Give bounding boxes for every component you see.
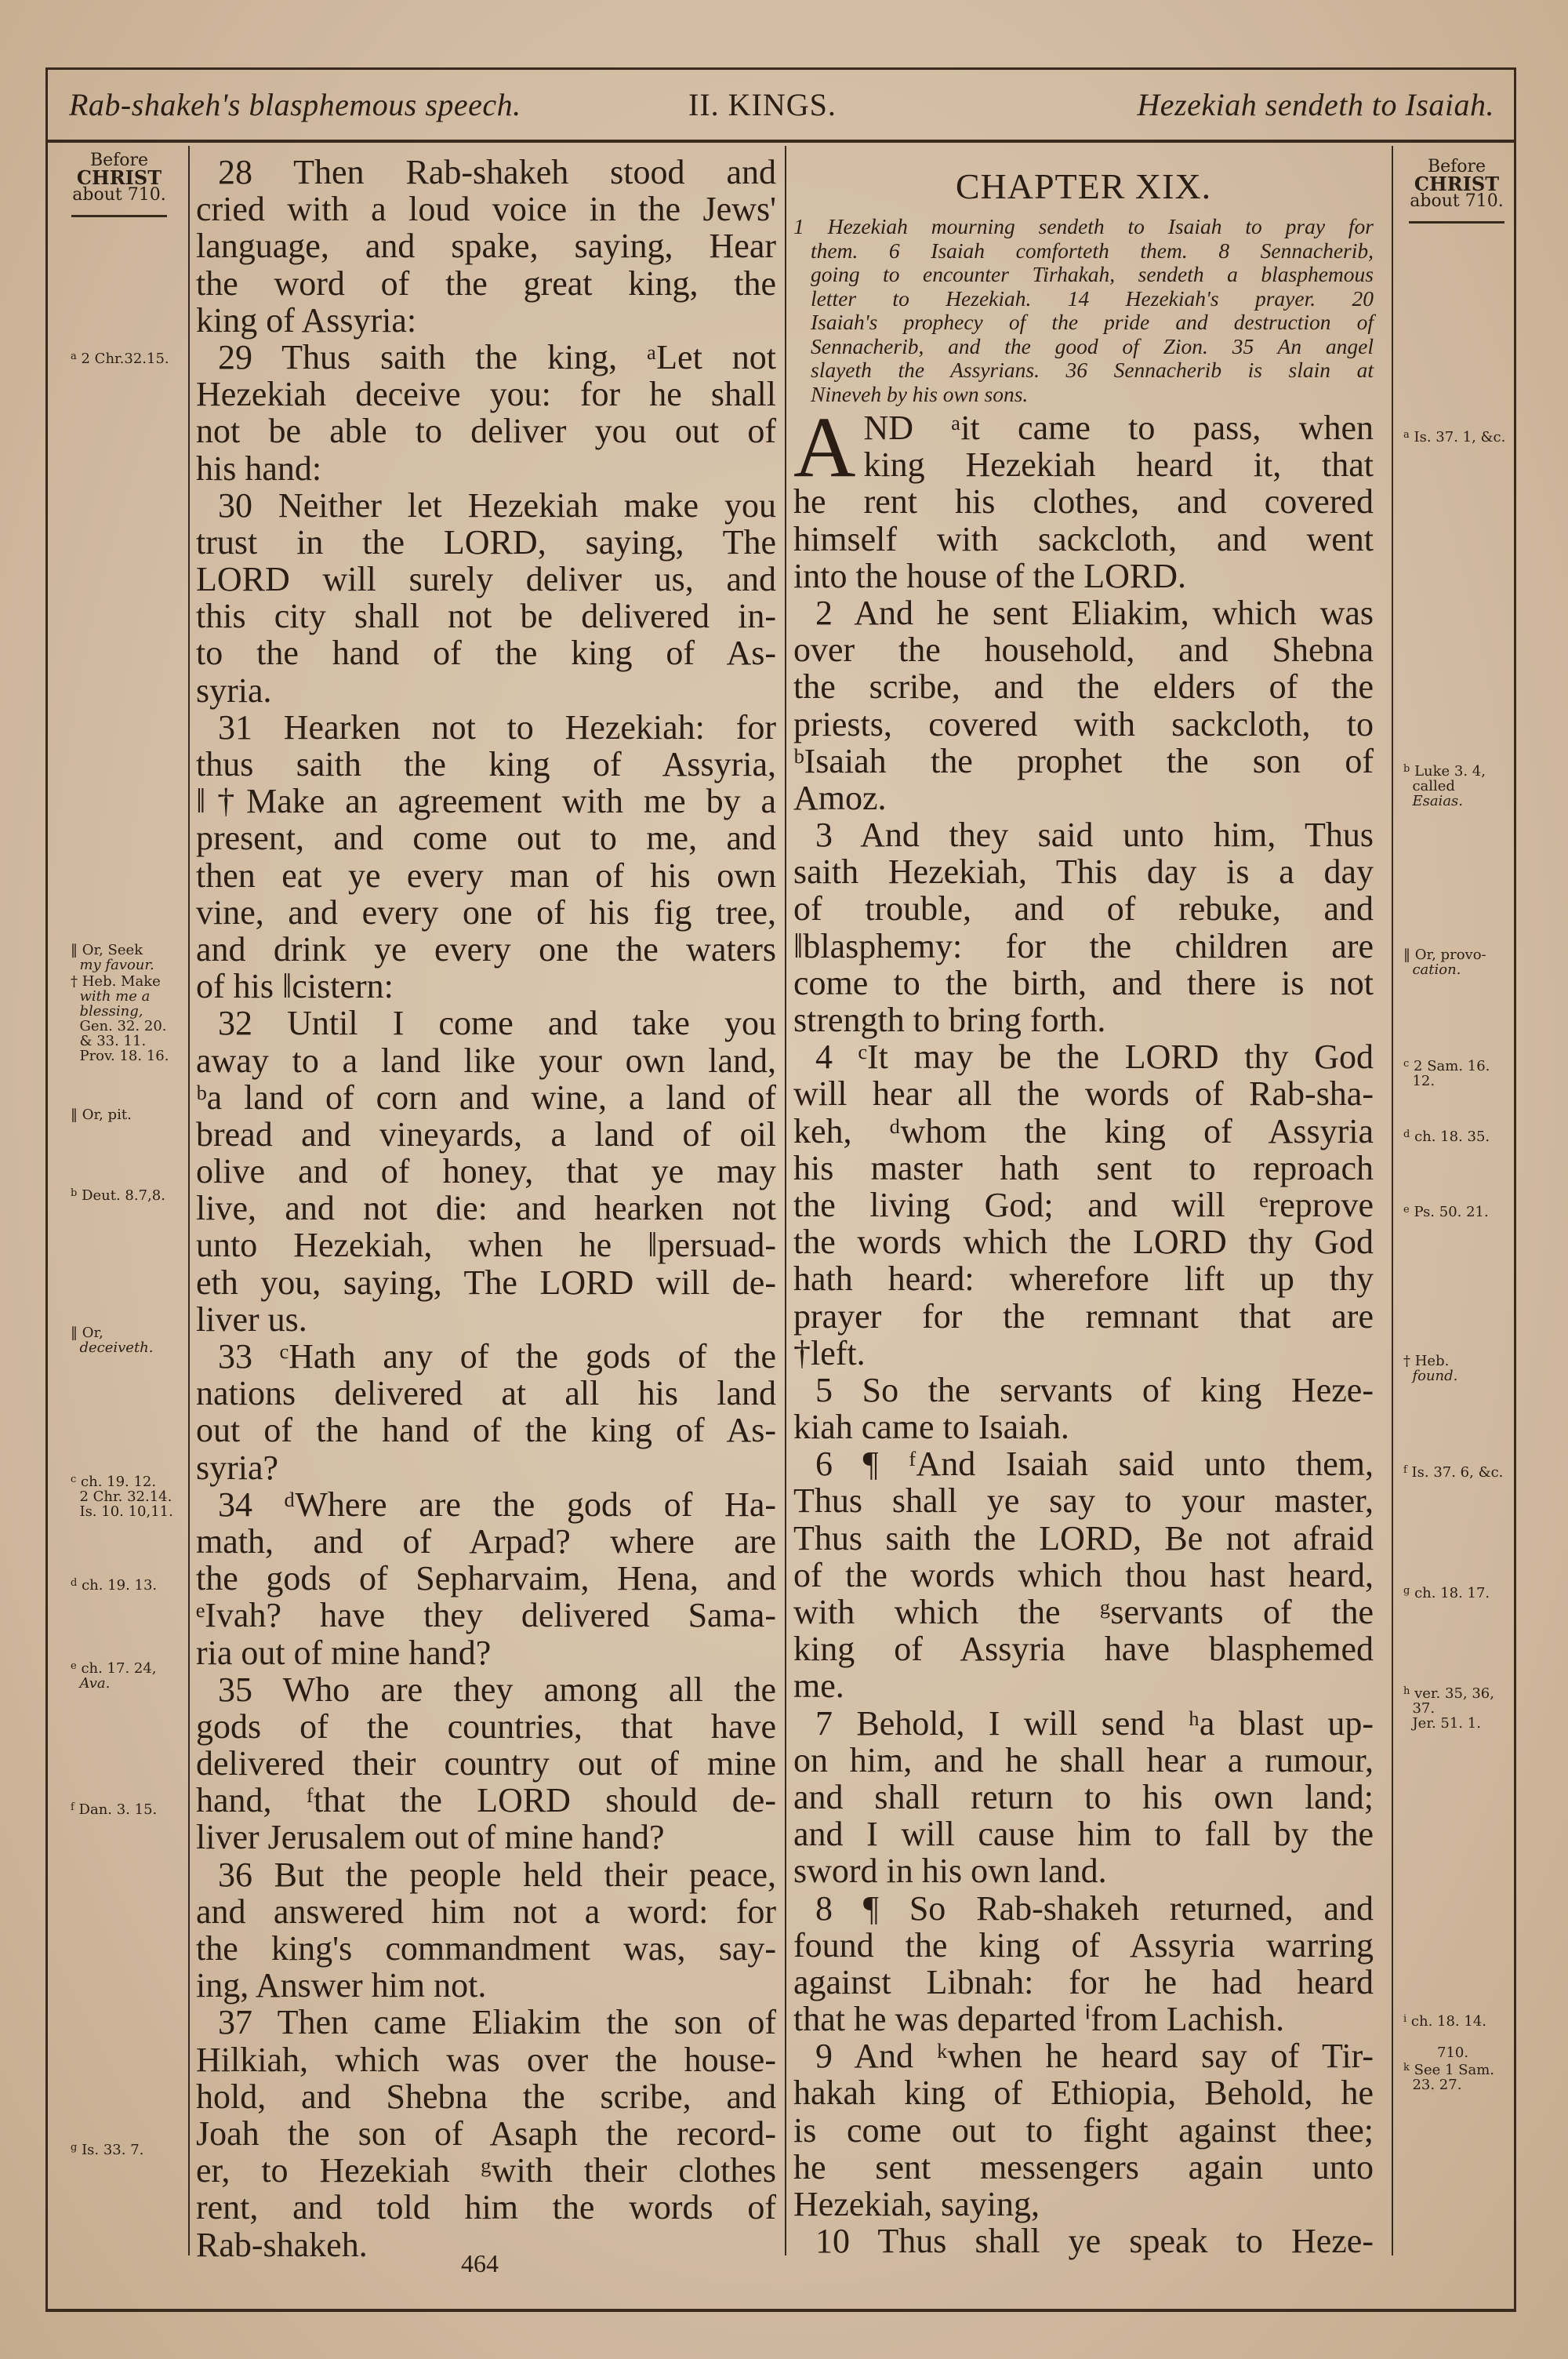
text-line: vine, and every one of his fig tree,	[196, 892, 776, 932]
text-line: ND ᵃit came to pass, when	[863, 409, 1374, 447]
margin-note: $^h$ ver. 35, 36, 37. Jer. 51. 1.	[1403, 1685, 1494, 1732]
margin-note: $^g$ ch. 18. 17.	[1403, 1585, 1490, 1601]
text-line: 8 ¶ So Rab-shakeh returned, and	[815, 1888, 1374, 1928]
text-line: 33 ᶜHath any of the gods of the	[218, 1337, 776, 1376]
margin-note: $^c$ ch. 19. 12. 2 Chr. 32.14. Is. 10. 10,11.	[71, 1474, 173, 1520]
text-line: over the household, and Shebna	[793, 631, 1374, 670]
text-line: 6 ¶ ᶠAnd Isaiah said unto them,	[815, 1445, 1374, 1484]
text-line: trust in the LORD, saying, The	[196, 522, 776, 562]
text-line: the king's commandment was, say-	[196, 1929, 776, 1968]
text-line: will hear all the words of Rab-sha-	[793, 1074, 1374, 1114]
header-left-title: Rab-shakeh's blasphemous speech.	[69, 87, 521, 122]
margin-note: $^e$ Ps. 50. 21.	[1403, 1204, 1489, 1220]
chapter-summary	[793, 215, 1374, 406]
summary-line: slayeth the Assyrians. 36 Sennacherib is slain at	[811, 358, 1374, 382]
text-line: ria out of mine hand?	[196, 1633, 492, 1672]
text-line: syria.	[196, 671, 272, 710]
year-label: about 710.	[72, 185, 166, 205]
text-line: syria?	[196, 1448, 279, 1487]
text-line: ᵉIvah? have they delivered Sama-	[196, 1596, 776, 1635]
date-rule	[71, 215, 167, 217]
left-margin-notes	[49, 149, 188, 2266]
text-line: Hezekiah, saying,	[793, 2185, 1040, 2223]
text-line: thus saith the king of Assyria,	[196, 745, 776, 783]
before-christ-date	[1402, 158, 1512, 224]
margin-note: $^d$ ch. 19. 13.	[71, 1577, 158, 1594]
before-christ-date	[64, 152, 174, 217]
margin-note: $^b$ Deut. 8.7,8.	[71, 1187, 165, 1204]
text-line: †left.	[793, 1333, 866, 1372]
text-line: not be able to deliver you out of	[196, 412, 776, 451]
text-line: and I will cause him to fall by the	[793, 1815, 1374, 1854]
margin-note: $^a$ 2 Chr.32.15.	[71, 351, 169, 367]
text-line: king of Assyria:	[196, 300, 417, 340]
date-rule	[1409, 221, 1504, 224]
text-line: come to the birth, and there is not	[793, 963, 1374, 1002]
text-line: er, to Hezekiah ᵍwith their clothes	[196, 2151, 776, 2190]
text-line: Amoz.	[793, 778, 887, 817]
text-line: of his ‖cistern:	[196, 967, 394, 1006]
text-line: language, and spake, saying, Hear	[196, 227, 776, 266]
text-line: of the words which thou hast heard,	[793, 1555, 1374, 1594]
before-label: Before	[89, 151, 149, 170]
text-line: 35 Who are they among all the	[218, 1670, 776, 1709]
summary-line: 1 Hezekiah mourning sendeth to Isaiah to pray for	[793, 214, 1374, 238]
text-line: against Libnah: for he had heard	[793, 1962, 1374, 2001]
text-line: 2 And he sent Eliakim, which was	[815, 593, 1374, 632]
header-book-title: II. KINGS.	[688, 87, 837, 122]
text-line: with which the ᵍservants of the	[793, 1593, 1374, 1631]
text-line: the scribe, and the elders of the	[793, 667, 1374, 707]
text-line: 3 And they said unto him, Thus	[815, 816, 1374, 855]
text-line: saith Hezekiah, This day is a day	[793, 852, 1374, 892]
text-line: Rab-shakeh.	[196, 2225, 368, 2264]
summary-line: going to encounter Tirhakah, sendeth a blasphemous	[811, 262, 1374, 286]
text-line: kiah came to Isaiah.	[793, 1408, 1069, 1447]
text-line: his master hath sent to reproach	[793, 1148, 1374, 1187]
text-line: 34 ᵈWhere are the gods of Ha-	[218, 1485, 776, 1524]
margin-note: ‖ Or, deceiveth.	[71, 1325, 154, 1356]
text-line: king of Assyria have blasphemed	[793, 1630, 1374, 1669]
text-line: priests, covered with sackcloth, to	[793, 704, 1374, 743]
text-line: king Hezekiah heard it, that	[863, 445, 1374, 485]
left-text-column	[196, 154, 776, 2263]
text-line: sword in his own land.	[793, 1852, 1107, 1891]
text-line: himself with sackcloth, and went	[793, 519, 1374, 558]
text-line: 31 Hearken not to Hezekiah: for	[218, 707, 776, 747]
page-number: 464	[461, 2249, 499, 2277]
summary-line: them. 6 Isaiah comforteth them. 8 Sennacherib,	[811, 238, 1374, 263]
text-line: bread and vineyards, a land of oil	[196, 1114, 776, 1154]
text-line: math, and of Arpad? where are	[196, 1521, 776, 1561]
christ-label: CHRIST	[1414, 173, 1500, 195]
margin-date: 710.	[1437, 2045, 1469, 2061]
text-line: the living God; and will ᵉreprove	[793, 1185, 1374, 1224]
left-margin-rule	[188, 146, 190, 2255]
text-line: and answered him not a word: for	[196, 1892, 776, 1931]
text-line: cried with a loud voice in the Jews'	[196, 190, 776, 229]
text-line: out of the hand of the king of As-	[196, 1411, 776, 1450]
text-line: live, and not die: and hearken not	[196, 1189, 776, 1228]
text-line: rent, and told him the words of	[196, 2188, 776, 2227]
text-line: 30 Neither let Hezekiah make you	[218, 485, 776, 525]
margin-note: † Heb. found.	[1403, 1353, 1458, 1384]
text-line: prayer for the remnant that are	[793, 1296, 1374, 1336]
margin-note: $^c$ 2 Sam. 16. 12.	[1403, 1058, 1490, 1089]
summary-line: Nineveh by his own sons.	[811, 381, 1029, 406]
running-header	[45, 75, 1516, 143]
text-line: on him, and he shall hear a rumour,	[793, 1740, 1374, 1779]
text-line: hath heard: wherefore lift up thy	[793, 1259, 1374, 1299]
text-line: ing, Answer him not.	[196, 1966, 487, 2005]
text-line: away to a land like your own land,	[196, 1041, 776, 1080]
right-text-lines	[793, 483, 1374, 2259]
text-line: 9 And ᵏwhen he heard say of Tir-	[815, 2037, 1374, 2076]
text-line: Hezekiah deceive you: for he shall	[196, 375, 776, 414]
text-line: 32 Until I come and take you	[218, 1004, 776, 1043]
chapter-opening	[793, 399, 1374, 495]
drop-cap: A	[793, 399, 856, 495]
text-line: me.	[793, 1667, 844, 1706]
margin-note: $^k$ See 1 Sam. 23. 27.	[1403, 2062, 1495, 2093]
text-line: 7 Behold, I will send ʰa blast up-	[815, 1703, 1374, 1743]
header-right-title: Hezekiah sendeth to Isaiah.	[1137, 87, 1494, 122]
text-line: olive and of honey, that ye may	[196, 1152, 776, 1191]
margin-note: $^g$ Is. 33. 7.	[71, 2142, 144, 2158]
right-margin-rule	[1392, 146, 1393, 2255]
text-line: hold, and Shebna the scribe, and	[196, 2077, 776, 2116]
text-line: the gods of Sepharvaim, Hena, and	[196, 1559, 776, 1598]
text-line: hand, ᶠthat the LORD should de-	[196, 1781, 776, 1820]
text-line: 4 ᶜIt may be the LORD thy God	[815, 1038, 1374, 1077]
text-line: Thus shall ye say to your master,	[793, 1481, 1374, 1521]
text-line: 10 Thus shall ye speak to Heze-	[815, 2222, 1374, 2261]
text-line: 28 Then Rab-shakeh stood and	[218, 153, 776, 191]
margin-note: $^b$ Luke 3. 4, called Esaias.	[1403, 763, 1486, 809]
text-line: 37 Then came Eliakim the son of	[218, 2003, 776, 2042]
center-column-rule	[785, 146, 786, 2255]
margin-note: ‖ Or, Seek my favour.	[71, 942, 154, 973]
text-line: that he was departed ⁱfrom Lachish.	[793, 2000, 1285, 2039]
text-line: and drink ye every one the waters	[196, 929, 776, 969]
text-line: he rent his clothes, and covered	[793, 482, 1374, 522]
year-label: about 710.	[1410, 191, 1504, 211]
margin-note: ‖ Or, pit.	[71, 1107, 132, 1123]
margin-note: $^f$ Is. 37. 6, &c.	[1403, 1464, 1504, 1481]
right-text-column	[793, 154, 1374, 2259]
summary-line: letter to Hezekiah. 14 Hezekiah's prayer. 20	[811, 285, 1374, 311]
text-line: his hand:	[196, 449, 322, 488]
text-line: ‖blasphemy: for the children are	[793, 926, 1374, 965]
text-line: and shall return to his own land;	[793, 1777, 1374, 1816]
text-line: the word of the great king, the	[196, 264, 776, 303]
text-line: delivered their country out of mine	[196, 1744, 776, 1783]
text-line: Joah the son of Asaph the record-	[196, 2114, 776, 2153]
text-line: the words which the LORD thy God	[793, 1223, 1374, 1262]
text-line: he sent messengers again unto	[793, 2147, 1374, 2186]
summary-line: Sennacherib, and the good of Zion. 35 An angel	[811, 333, 1374, 358]
text-line: present, and come out to me, and	[196, 819, 776, 858]
margin-note: ‖ Or, provo- cation.	[1403, 947, 1486, 978]
text-line: of trouble, and of rebuke, and	[793, 889, 1374, 929]
margin-note: $^e$ ch. 17. 24, Ava.	[71, 1660, 157, 1692]
text-line: LORD will surely deliver us, and	[196, 560, 776, 599]
text-line: 5 So the servants of king Heze-	[815, 1370, 1374, 1409]
margin-note: $^d$ ch. 18. 35.	[1403, 1129, 1490, 1145]
text-line: liver Jerusalem out of mine hand?	[196, 1818, 665, 1857]
before-label: Before	[1427, 157, 1486, 176]
text-line: keh, ᵈwhom the king of Assyria	[793, 1111, 1374, 1150]
margin-note: $^f$ Dan. 3. 15.	[71, 1801, 158, 1818]
text-line: Thus saith the LORD, Be not afraid	[793, 1518, 1374, 1558]
summary-line: Isaiah's prophecy of the pride and destruction of	[811, 310, 1374, 334]
text-line: strength to bring forth.	[793, 1001, 1106, 1039]
text-line: eth you, saying, The LORD will de-	[196, 1263, 776, 1302]
text-line: nations delivered at all his land	[196, 1374, 776, 1413]
text-line: Hilkiah, which was over the house-	[196, 2040, 776, 2079]
text-line: liver us.	[196, 1299, 307, 1339]
text-line: is come out to fight against thee;	[793, 2110, 1374, 2150]
right-margin-notes	[1394, 149, 1519, 2266]
text-line: to the hand of the king of As-	[196, 634, 776, 673]
text-line: ᵇa land of corn and wine, a land of	[196, 1078, 776, 1117]
text-line: then eat ye every man of his own	[196, 856, 776, 895]
christ-label: CHRIST	[76, 166, 162, 189]
text-line: 36 But the people held their peace,	[218, 1855, 776, 1894]
text-line: into the house of the LORD.	[793, 556, 1187, 595]
text-line: 29 Thus saith the king, ᵃLet not	[218, 337, 776, 376]
margin-note: † Heb. Make with me a blessing, Gen. 32. 20. & 33. 11. Prov. 18. 16.	[71, 973, 169, 1064]
text-line: gods of the countries, that have	[196, 1707, 776, 1746]
margin-note: $^i$ ch. 18. 14.	[1403, 2013, 1486, 2030]
text-line: hakah king of Ethiopia, Behold, he	[793, 2074, 1374, 2113]
text-line: unto Hezekiah, when he ‖persuad-	[196, 1226, 776, 1265]
margin-note: $^a$ Is. 37. 1, &c.	[1403, 429, 1506, 445]
text-line: ᵇIsaiah the prophet the son of	[793, 741, 1374, 780]
text-line: found the king of Assyria warring	[793, 1925, 1374, 1965]
text-line: ‖†Make an agreement with me by a	[196, 782, 776, 821]
chapter-title: CHAPTER XIX.	[955, 166, 1212, 206]
text-line: this city shall not be delivered in-	[196, 597, 776, 636]
